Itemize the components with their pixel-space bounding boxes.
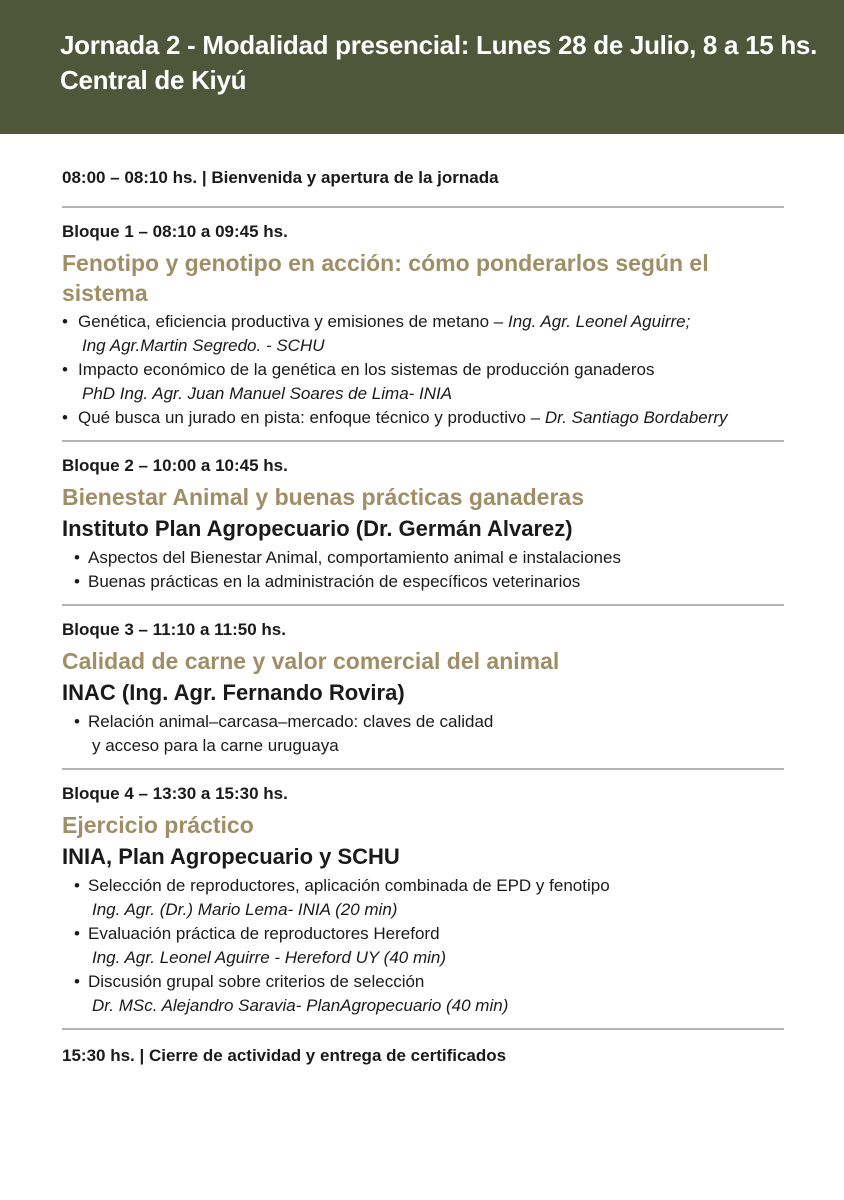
opening-session: 08:00 – 08:10 hs. | Bienvenida y apertura de la jornada <box>62 168 499 187</box>
item-text: Evaluación práctica de reproductores Hereford <box>88 924 440 943</box>
block-time: Bloque 1 – 08:10 a 09:45 hs. <box>62 222 288 241</box>
block-title: Calidad de carne y valor comercial del animal <box>62 648 560 674</box>
bullet: • <box>62 360 68 379</box>
item-text: Buenas prácticas en la administración de específicos veterinarios <box>88 572 581 591</box>
bullet: • <box>62 408 68 427</box>
list-item <box>62 874 784 922</box>
item-speaker-continued: Ing Agr.Martin Segredo. - SCHU <box>82 336 325 355</box>
item-speaker-continued: PhD Ing. Agr. Juan Manuel Soares de Lima- INIA <box>82 384 453 403</box>
bullet: • <box>62 312 68 331</box>
item-text: Genética, eficiencia productiva y emisiones de metano – <box>78 312 508 331</box>
bullet: • <box>74 548 80 567</box>
item-speaker-continued: Ing. Agr. Leonel Aguirre - Hereford UY (40 min) <box>92 948 447 967</box>
list-item <box>62 406 784 430</box>
item-text: Aspectos del Bienestar Animal, comportamiento animal e instalaciones <box>88 548 621 567</box>
bullet: • <box>74 572 80 591</box>
block-items <box>62 310 784 430</box>
block-title: Ejercicio práctico <box>62 812 254 838</box>
list-item <box>62 710 784 758</box>
block-title: Bienestar Animal y buenas prácticas ganaderas <box>62 484 584 510</box>
block-1 <box>62 208 784 440</box>
item-speaker-continued: Dr. MSc. Alejandro Saravia- PlanAgropecuario (40 min) <box>92 996 509 1015</box>
closing-session: 15:30 hs. | Cierre de actividad y entrega de certificados <box>62 1046 507 1065</box>
block-organizer: INIA, Plan Agropecuario y SCHU <box>62 844 400 869</box>
program-content <box>62 150 784 1068</box>
block-2 <box>62 442 784 604</box>
list-item <box>62 922 784 970</box>
header-title <box>60 28 844 98</box>
list-item <box>62 570 784 594</box>
bullet: • <box>74 924 80 943</box>
item-speaker: Ing. Agr. Leonel Aguirre; <box>507 312 691 331</box>
item-text: Qué busca un jurado en pista: enfoque técnico y productivo – <box>78 408 545 427</box>
block-items <box>62 874 784 1018</box>
block-organizer: Instituto Plan Agropecuario (Dr. Germán Alvarez) <box>62 516 573 541</box>
item-text: Selección de reproductores, aplicación combinada de EPD y fenotipo <box>88 876 610 895</box>
item-text: Relación animal–carcasa–mercado: claves de calidad <box>88 712 494 731</box>
bullet: • <box>74 972 80 991</box>
item-text: Discusión grupal sobre criterios de selección <box>88 972 425 991</box>
bullet: • <box>74 876 80 895</box>
list-item <box>62 546 784 570</box>
block-3 <box>62 606 784 768</box>
item-text: Impacto económico de la genética en los sistemas de producción ganaderos <box>78 360 655 379</box>
list-item <box>62 358 784 406</box>
block-items <box>62 710 784 758</box>
block-title: Fenotipo y genotipo en acción: cómo ponderarlos según el sistema <box>62 250 709 306</box>
block-organizer: INAC (Ing. Agr. Fernando Rovira) <box>62 680 405 705</box>
bullet: • <box>74 712 80 731</box>
list-item <box>62 970 784 1018</box>
page-header <box>0 0 844 134</box>
item-speaker: Dr. Santiago Bordaberry <box>544 408 728 427</box>
header-line-2: Central de Kiyú <box>60 65 247 95</box>
list-item <box>62 310 784 358</box>
block-items <box>62 546 784 594</box>
item-text-continued: y acceso para la carne uruguaya <box>92 736 339 755</box>
block-4 <box>62 770 784 1028</box>
item-speaker-continued: Ing. Agr. (Dr.) Mario Lema- INIA (20 min) <box>92 900 398 919</box>
header-line-1: Jornada 2 - Modalidad presencial: Lunes 28 de Julio, 8 a 15 hs. <box>60 30 818 60</box>
block-time: Bloque 4 – 13:30 a 15:30 hs. <box>62 784 288 803</box>
block-time: Bloque 3 – 11:10 a 11:50 hs. <box>62 620 286 639</box>
block-time: Bloque 2 – 10:00 a 10:45 hs. <box>62 456 288 475</box>
